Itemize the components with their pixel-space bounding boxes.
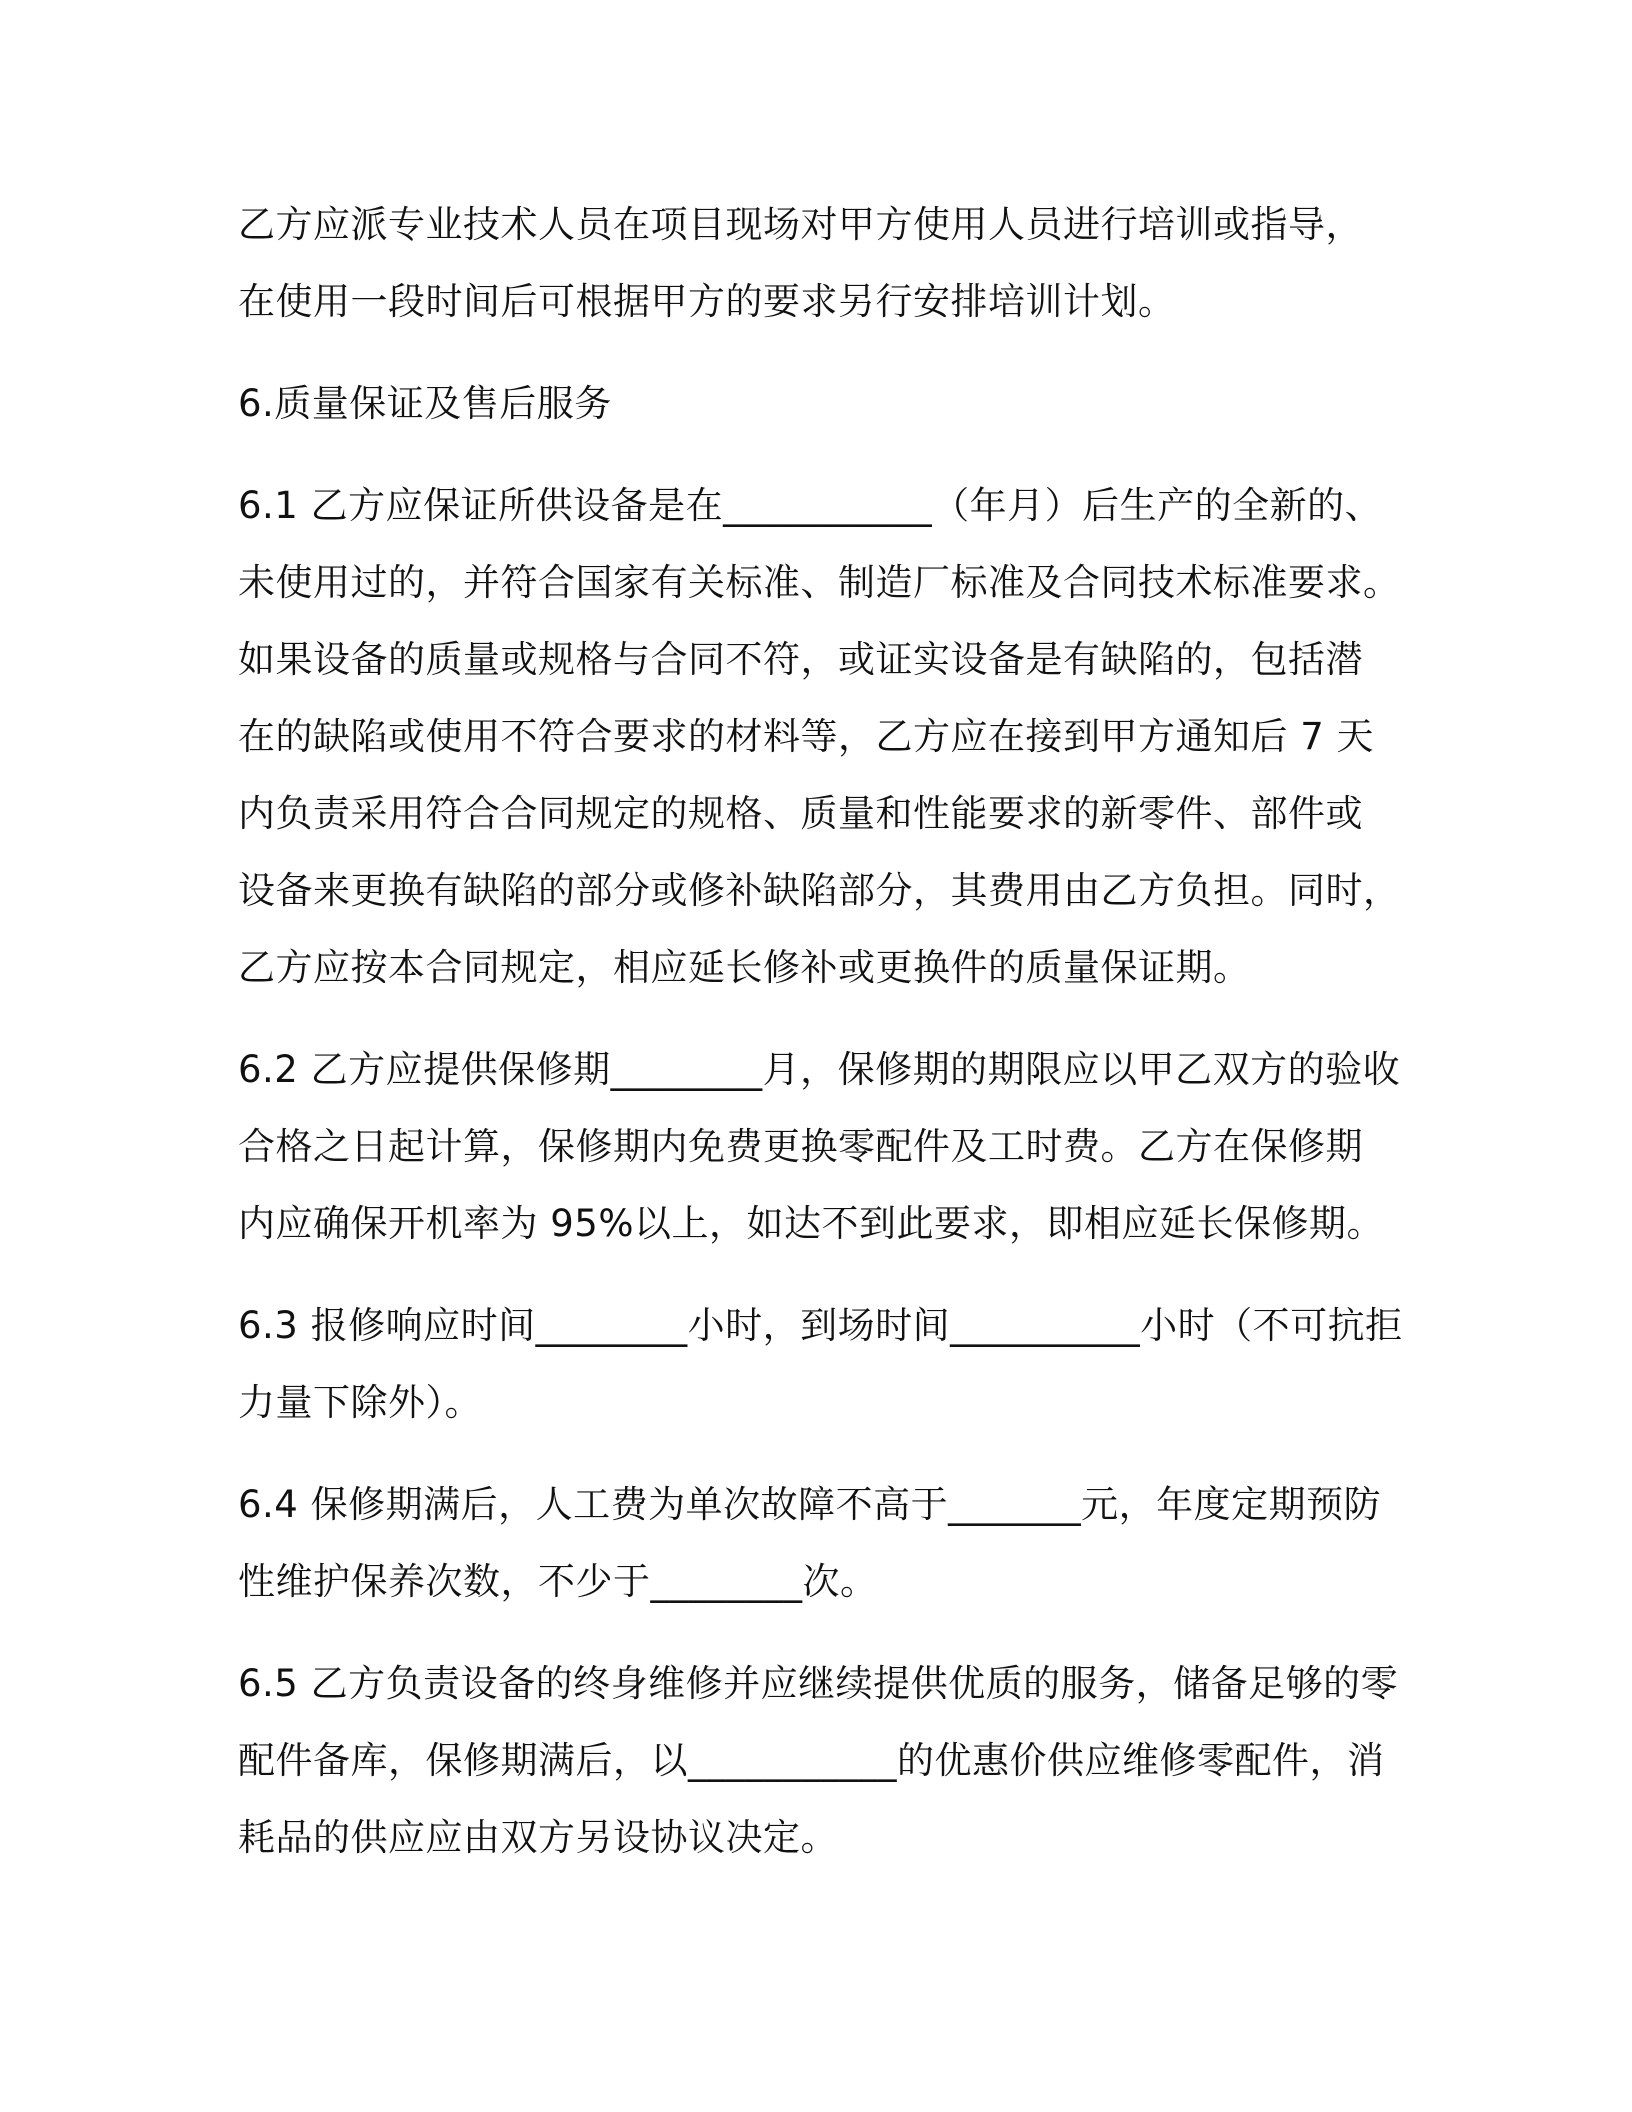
- paragraph-6-3: [238, 1287, 1403, 1441]
- document-body: [238, 186, 1403, 1901]
- text-line: 在的缺陷或使用不符合要求的材料等，乙方应在接到甲方通知后 7 天: [238, 715, 1375, 758]
- text-line: 内负责采用符合合同规定的规格、质量和性能要求的新零件、部件或: [238, 792, 1363, 835]
- text-line: 耗品的供应应由双方另设协议决定。: [238, 1816, 838, 1859]
- text-line: 在使用一段时间后可根据甲方的要求另行安排培训计划。: [238, 280, 1176, 323]
- text-line: 配件备库，保修期满后，以___________的优惠价供应维修零配件，消: [238, 1739, 1385, 1782]
- text-line: 内应确保开机率为 95%以上，如达不到此要求，即相应延长保修期。: [238, 1202, 1384, 1245]
- text-line: 6.4 保修期满后，人工费为单次故障不高于_______元，年度定期预防: [238, 1483, 1382, 1526]
- paragraph-6-1: [238, 467, 1401, 1006]
- text-line: 6.1 乙方应保证所供设备是在___________（年月）后生产的全新的、: [238, 484, 1383, 527]
- text-line: 设备来更换有缺陷的部分或修补缺陷部分，其费用由乙方负担。同时，: [238, 869, 1401, 912]
- text-line: 乙方应按本合同规定，相应延长修补或更换件的质量保证期。: [238, 946, 1251, 989]
- paragraph-6-5: [238, 1645, 1399, 1876]
- text-line: 如果设备的质量或规格与合同不符，或证实设备是有缺陷的，包括潜: [238, 638, 1363, 681]
- text-line: 性维护保养次数，不少于________次。: [238, 1560, 878, 1603]
- text-line: 6.5 乙方负责设备的终身维修并应继续提供优质的服务，储备足够的零: [238, 1662, 1399, 1705]
- paragraph-6-2: [238, 1031, 1401, 1262]
- paragraph-training: [238, 186, 1388, 340]
- text-line: 合格之日起计算，保修期内免费更换零配件及工时费。乙方在保修期: [238, 1125, 1363, 1168]
- text-line: 6.2 乙方应提供保修期________月，保修期的期限应以甲乙双方的验收: [238, 1048, 1401, 1091]
- text-line: 乙方应派专业技术人员在项目现场对甲方使用人员进行培训或指导，: [238, 203, 1363, 246]
- section-heading-6: [238, 365, 1388, 442]
- text-line: 力量下除外）。: [238, 1381, 482, 1424]
- paragraph-6-4: [238, 1466, 1388, 1620]
- section-heading-text: 6.质量保证及售后服务: [238, 382, 612, 425]
- text-line: 6.3 报修响应时间________小时，到场时间__________小时（不可抗拒: [238, 1304, 1403, 1347]
- text-line: 未使用过的，并符合国家有关标准、制造厂标准及合同技术标准要求。: [238, 561, 1401, 604]
